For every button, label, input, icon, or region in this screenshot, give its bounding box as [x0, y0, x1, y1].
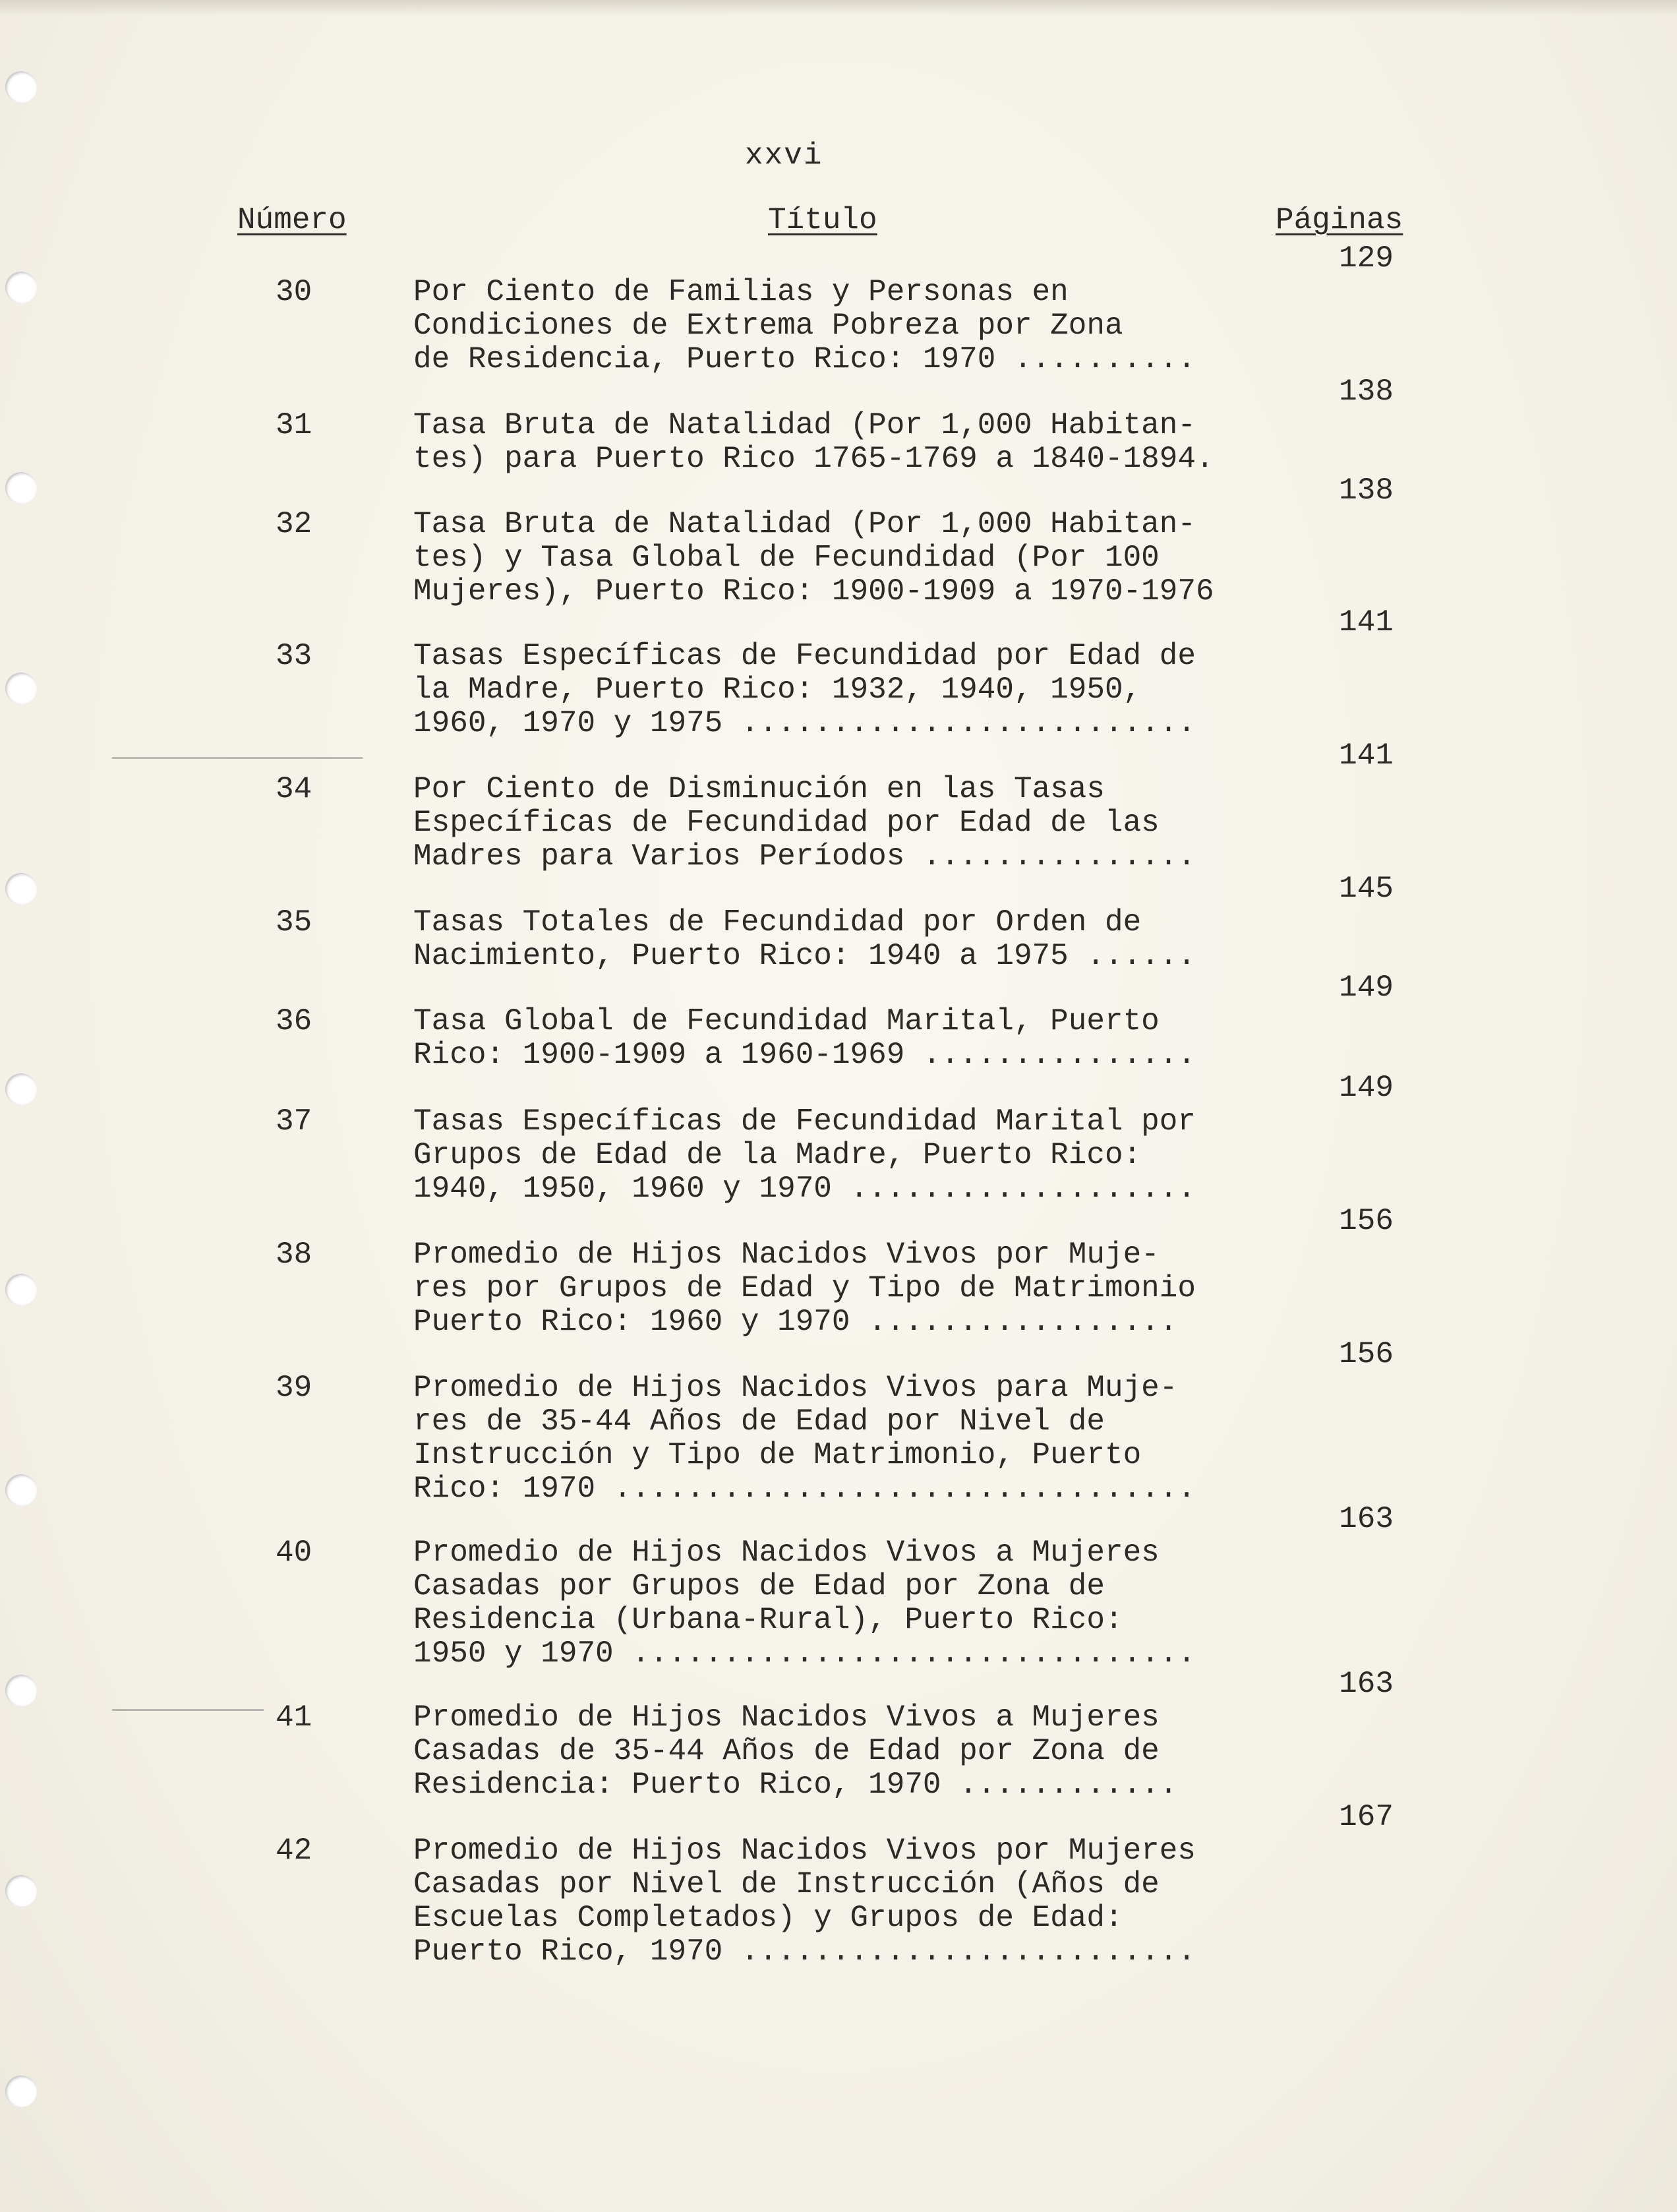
- entry-title-line: Tasa Bruta de Natalidad (Por 1,000 Habitan-: [413, 507, 1196, 541]
- entry-title: [413, 1238, 1283, 1339]
- entry-title-line: Nacimiento, Puerto Rico: 1940 a 1975 ......: [413, 939, 1196, 973]
- entry-title-line: Residencia: Puerto Rico, 1970 ............: [413, 1768, 1178, 1802]
- entry-page: 129: [1339, 241, 1394, 276]
- entry-page: 145: [1339, 872, 1394, 906]
- entry-title-line: Específicas de Fecundidad por Edad de las: [413, 806, 1160, 840]
- entry-number: 40: [276, 1536, 312, 1570]
- entry-title-line: tes) y Tasa Global de Fecundidad (Por 100: [413, 541, 1160, 575]
- entry-title-line: la Madre, Puerto Rico: 1932, 1940, 1950,: [413, 673, 1142, 707]
- header-pages: Páginas: [1276, 203, 1403, 237]
- entry-title-line: Puerto Rico: 1960 y 1970 .................: [413, 1305, 1178, 1339]
- entry-number: 37: [276, 1104, 312, 1139]
- entry-title: [413, 1834, 1283, 1969]
- entry-page: 141: [1339, 605, 1394, 640]
- entry-title-line: Escuelas Completados) y Grupos de Edad:: [413, 1901, 1123, 1935]
- entry-title-line: 1960, 1970 y 1975 .........................: [413, 706, 1196, 740]
- entry-title-line: Instrucción y Tipo de Matrimonio, Puerto: [413, 1438, 1142, 1472]
- punch-hole: [5, 2076, 37, 2107]
- entry-title-line: Madres para Varios Períodos ...............: [413, 839, 1196, 874]
- entry-title-line: Rico: 1900-1909 a 1960-1969 ...............: [413, 1038, 1196, 1072]
- page-top-edge: [0, 0, 1677, 16]
- entry-title-line: 1940, 1950, 1960 y 1970 ...................: [413, 1172, 1196, 1206]
- entry-page: 138: [1339, 374, 1394, 409]
- entry-title-line: Tasas Específicas de Fecundidad por Edad de: [413, 639, 1196, 673]
- entry-title-line: Tasas Específicas de Fecundidad Marital por: [413, 1104, 1196, 1139]
- entry-title: [413, 1371, 1283, 1506]
- entry-title: [413, 1536, 1283, 1671]
- entry-number: 33: [276, 639, 312, 673]
- entry-title: [413, 1105, 1283, 1206]
- entry-title-line: Residencia (Urbana-Rural), Puerto Rico:: [413, 1603, 1123, 1637]
- header-number: Número: [237, 203, 347, 237]
- entry-title-line: Tasas Totales de Fecundidad por Orden de: [413, 905, 1142, 940]
- entry-title-line: Casadas por Grupos de Edad por Zona de: [413, 1569, 1105, 1603]
- entry-title-line: Tasa Global de Fecundidad Marital, Puerto: [413, 1004, 1160, 1038]
- punch-hole: [5, 1875, 37, 1907]
- entry-title: [413, 276, 1283, 376]
- entry-title-line: Por Ciento de Disminución en las Tasas: [413, 772, 1105, 806]
- punch-hole: [5, 1474, 37, 1506]
- entry-page: 156: [1339, 1204, 1394, 1238]
- scan-smudge: [112, 1709, 264, 1711]
- entry-title-line: Promedio de Hijos Nacidos Vivos a Mujeres: [413, 1700, 1160, 1735]
- punch-hole: [5, 673, 37, 704]
- entry-page: 149: [1339, 971, 1394, 1005]
- entry-title: [413, 1701, 1283, 1802]
- entry-number: 30: [276, 275, 312, 309]
- entry-page: 167: [1339, 1800, 1394, 1834]
- entry-title-line: tes) para Puerto Rico 1765-1769 a 1840-1894.: [413, 442, 1214, 476]
- punch-hole: [5, 1675, 37, 1706]
- entry-title-line: Mujeres), Puerto Rico: 1900-1909 a 1970-1976: [413, 574, 1214, 609]
- scan-smudge: [112, 757, 363, 759]
- entry-title-line: Casadas de 35-44 Años de Edad por Zona de: [413, 1734, 1160, 1768]
- entry-number: 35: [276, 905, 312, 940]
- entry-page: 163: [1339, 1502, 1394, 1536]
- entry-number: 32: [276, 507, 312, 541]
- entry-number: 31: [276, 408, 312, 442]
- entry-title: [413, 508, 1283, 609]
- entry-title-line: Condiciones de Extrema Pobreza por Zona: [413, 309, 1123, 343]
- entry-title: [413, 1005, 1283, 1072]
- entry-page: 149: [1339, 1071, 1394, 1105]
- entry-title-line: Grupos de Edad de la Madre, Puerto Rico:: [413, 1138, 1142, 1172]
- entry-title: [413, 640, 1283, 740]
- entry-page: 156: [1339, 1337, 1394, 1371]
- punch-hole: [5, 272, 37, 303]
- entry-title-line: res por Grupos de Edad y Tipo de Matrimonio: [413, 1271, 1196, 1305]
- entry-title-line: Puerto Rico, 1970 .........................: [413, 1934, 1196, 1969]
- entry-number: 38: [276, 1238, 312, 1272]
- entry-number: 41: [276, 1700, 312, 1735]
- entry-title-line: Tasa Bruta de Natalidad (Por 1,000 Habitan-: [413, 408, 1196, 442]
- page-number: xxvi: [745, 138, 823, 173]
- entry-title-line: Rico: 1970 ................................: [413, 1472, 1196, 1506]
- punch-hole: [5, 873, 37, 905]
- entry-title-line: Promedio de Hijos Nacidos Vivos por Muje-: [413, 1238, 1160, 1272]
- entry-title: [413, 409, 1283, 476]
- entry-number: 36: [276, 1004, 312, 1038]
- entry-title: [413, 773, 1283, 874]
- entry-title-line: Casadas por Nivel de Instrucción (Años de: [413, 1867, 1160, 1901]
- entry-number: 42: [276, 1834, 312, 1868]
- punch-hole: [5, 1073, 37, 1105]
- entry-title-line: de Residencia, Puerto Rico: 1970 ..........: [413, 342, 1196, 376]
- entry-title-line: Promedio de Hijos Nacidos Vivos a Mujeres: [413, 1536, 1160, 1570]
- punch-hole: [5, 71, 37, 103]
- punch-hole: [5, 1274, 37, 1305]
- entry-title-line: res de 35-44 Años de Edad por Nivel de: [413, 1404, 1105, 1439]
- entry-page: 163: [1339, 1667, 1394, 1701]
- entry-page: 141: [1339, 738, 1394, 773]
- entry-title-line: Promedio de Hijos Nacidos Vivos para Muje-: [413, 1371, 1178, 1405]
- entry-number: 39: [276, 1371, 312, 1405]
- entry-title-line: 1950 y 1970 ...............................: [413, 1636, 1196, 1671]
- punch-hole: [5, 472, 37, 504]
- entry-number: 34: [276, 772, 312, 806]
- entry-title-line: Por Ciento de Familias y Personas en: [413, 275, 1069, 309]
- header-title: Título: [768, 203, 877, 237]
- entry-title-line: Promedio de Hijos Nacidos Vivos por Mujeres: [413, 1834, 1196, 1868]
- entry-page: 138: [1339, 473, 1394, 508]
- entry-title: [413, 906, 1283, 973]
